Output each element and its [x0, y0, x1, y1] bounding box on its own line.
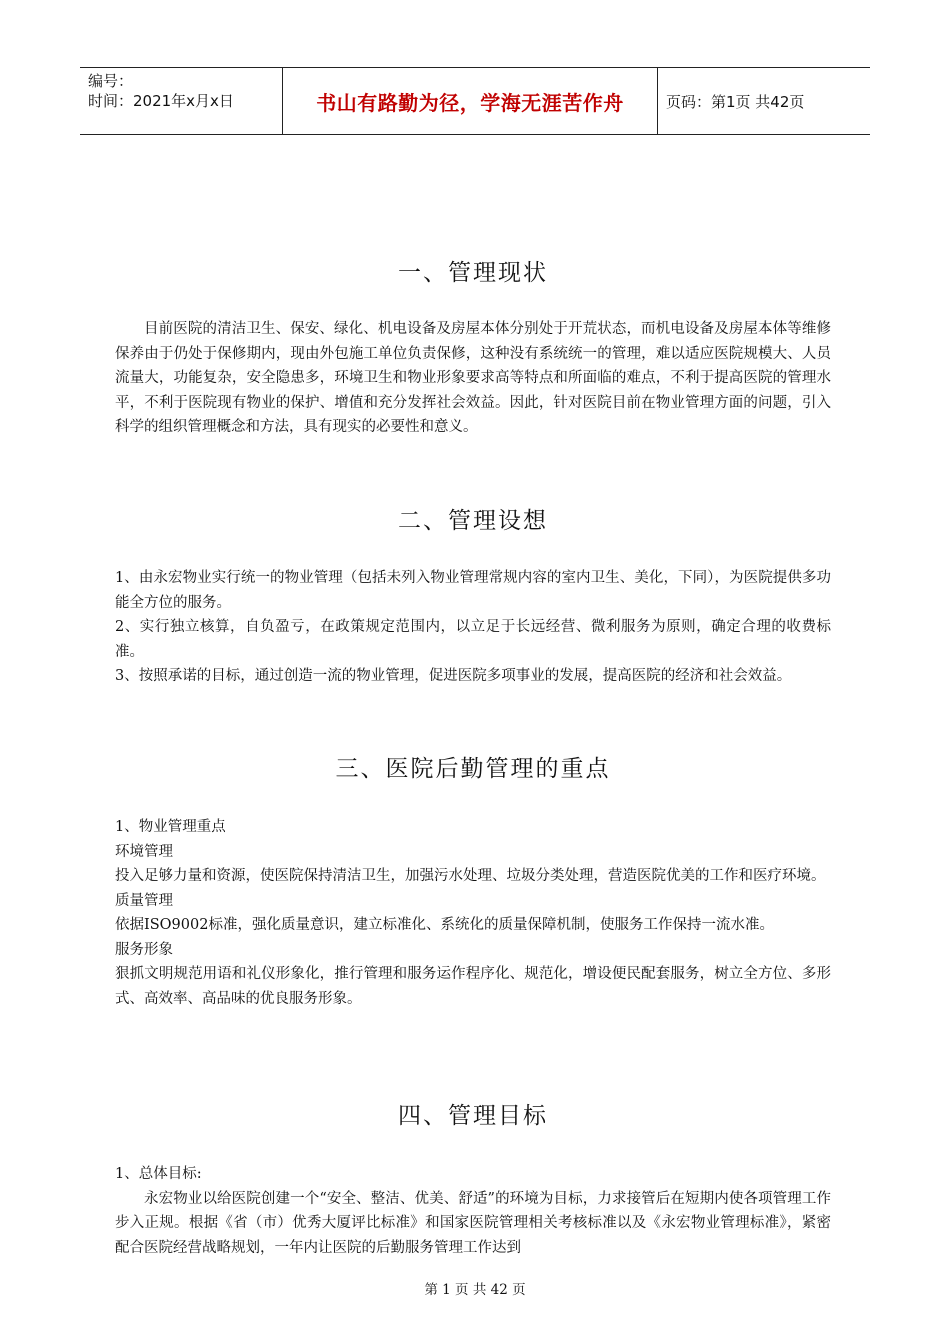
section-title-2: 二、管理设想	[398, 508, 548, 534]
number-label: 编号：	[88, 72, 134, 90]
section-title-1: 一、管理现状	[398, 260, 548, 286]
section-body-4	[115, 1162, 831, 1260]
page-footer: 第 1 页 共 42 页	[424, 1282, 526, 1298]
paragraph: 3、按照承诺的目标，通过创造一流的物业管理，促进医院多项事业的发展，提高医院的经济和社会效益。	[115, 668, 792, 684]
paragraph: 依据ISO9002标准，强化质量意识，建立标准化、系统化的质量保障机制，使服务工作保持一流水准。	[115, 917, 774, 933]
paragraph: 服务形象	[115, 941, 173, 958]
paragraph: 环境管理	[115, 843, 173, 860]
page-header	[80, 67, 870, 135]
header-page-info: 页码：第1页 共42页	[666, 92, 805, 111]
paragraph: 质量管理	[115, 892, 173, 909]
paragraph: 1、由永宏物业实行统一的物业管理（包括未列入物业管理常规内容的室内卫生、美化，下同），为医院提供多功能全方位的服务。	[115, 570, 831, 611]
header-motto: 书山有路勤为径，学海无涯苦作舟	[282, 68, 658, 134]
date-label: 时间：2021年x月x日	[88, 92, 234, 110]
paragraph: 目前医院的清洁卫生、保安、绿化、机电设备及房屋本体分别处于开荒状态，而机电设备及房屋本体等维修保养由于仍处于保修期内，现由外包施工单位负责保修，这种没有系统统一的管理，难以适应医院规模大、人员流量大，功能复杂，安全隐患多，环境卫生和物业形象要求高等特点和所面临的难点，不利于提高医院的管理水平，不利于医院现有物业的保护、增值和充分发挥社会效益。因此，针对医院目前在物业管理方面的问题，引入科学的组织管理概念和方法，具有现实的必要性和意义。	[115, 321, 831, 435]
header-meta	[80, 68, 282, 134]
section-title-4: 四、管理目标	[398, 1103, 548, 1129]
section-title-3: 三、医院后勤管理的重点	[335, 756, 611, 782]
paragraph: 1、物业管理重点	[115, 819, 226, 835]
paragraph: 狠抓文明规范用语和礼仪形象化，推行管理和服务运作程序化、规范化，增设便民配套服务，树立全方位、多形式、高效率、高品味的优良服务形象。	[115, 966, 831, 1007]
paragraph: 2、实行独立核算，自负盈亏，在政策规定范围内，以立足于长远经营、微利服务为原则，确定合理的收费标准。	[115, 619, 831, 660]
section-body-1	[115, 317, 831, 440]
paragraph: 1、总体目标:	[115, 1166, 202, 1182]
section-body-3	[115, 815, 831, 1011]
paragraph: 投入足够力量和资源，使医院保持清洁卫生，加强污水处理、垃圾分类处理，营造医院优美的工作和医疗环境。	[115, 868, 826, 884]
section-body-2	[115, 566, 831, 689]
paragraph: 永宏物业以给医院创建一个“安全、整洁、优美、舒适”的环境为目标，力求接管后在短期内使各项管理工作步入正规。根据《省（市）优秀大厦评比标准》和国家医院管理相关考核标准以及《永宏物业管理标准》，紧密配合医院经营战略规划，一年内让医院的后勤服务管理工作达到	[115, 1190, 831, 1256]
